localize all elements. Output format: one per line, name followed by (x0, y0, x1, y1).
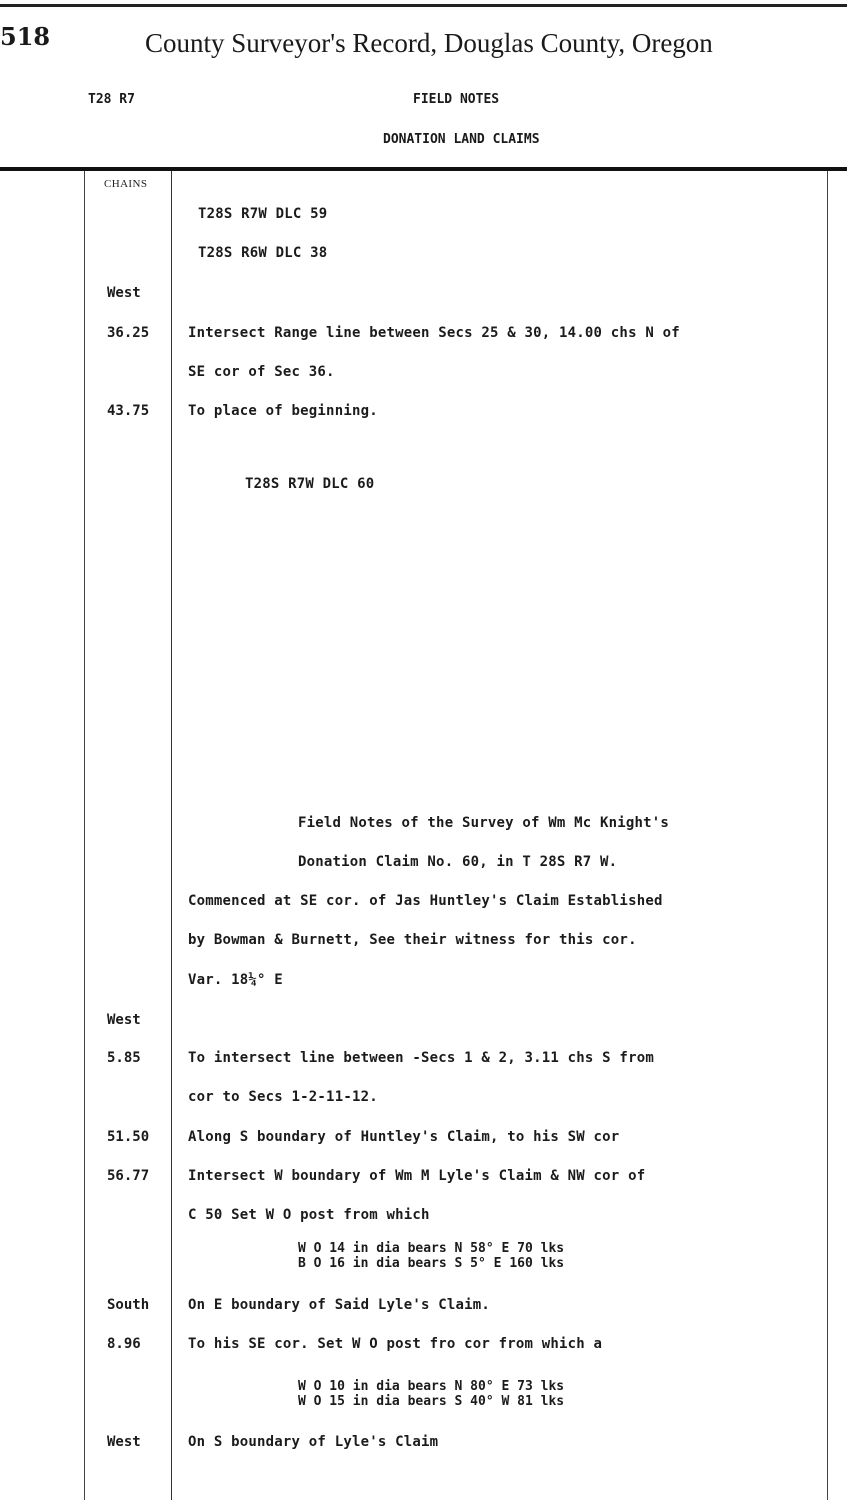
page-number: 518 (0, 22, 51, 51)
column-divider (171, 171, 172, 1500)
bearing-tree-list: W O 14 in dia bears N 58° E 70 lks B O 16 in dia bears S 5° E 160 lks (298, 1241, 565, 1271)
note-line: cor to Secs 1-2-11-12. (188, 1089, 378, 1105)
chains-column-header: CHAINS (104, 178, 148, 190)
note-line: On S boundary of Lyle's Claim (188, 1434, 439, 1450)
chain-direction: South (107, 1297, 150, 1313)
chain-value: 5.85 (107, 1050, 141, 1066)
chain-direction: West (107, 1012, 141, 1028)
note-line: Intersect W boundary of Wm M Lyle's Claim & NW cor of (188, 1168, 646, 1184)
section-heading: FIELD NOTES (413, 92, 500, 107)
note-line: Field Notes of the Survey of Wm Mc Knight's (298, 815, 670, 831)
chain-value: 43.75 (107, 403, 150, 419)
page-title: County Surveyor's Record, Douglas County, Oregon (145, 28, 713, 58)
top-rule (0, 4, 847, 7)
note-line: by Bowman & Burnett, See their witness for this cor. (188, 932, 637, 948)
dlc-heading: T28S R7W DLC 59 (198, 206, 328, 222)
table-left-border (84, 171, 85, 1500)
chain-value: 51.50 (107, 1129, 150, 1145)
chain-value: 8.96 (107, 1336, 141, 1352)
table-right-border (827, 171, 828, 1500)
note-line: Commenced at SE cor. of Jas Huntley's Claim Established (188, 893, 663, 909)
note-line: Var. 18¼° E (188, 972, 283, 988)
note-line: Intersect Range line between Secs 25 & 30, 14.00 chs N of (188, 325, 680, 341)
note-line: To his SE cor. Set W O post fro cor from which a (188, 1336, 603, 1352)
dlc-heading: T28S R7W DLC 60 (245, 476, 375, 492)
note-line: To place of beginning. (188, 403, 378, 419)
note-line: Donation Claim No. 60, in T 28S R7 W. (298, 854, 618, 870)
header-rule (0, 167, 847, 171)
note-line: C 50 Set W O post from which (188, 1207, 430, 1223)
township-range: T28 R7 (88, 92, 135, 107)
section-subheading: DONATION LAND CLAIMS (383, 132, 540, 147)
chain-value: 36.25 (107, 325, 150, 341)
note-line: To intersect line between -Secs 1 & 2, 3.11 chs S from (188, 1050, 654, 1066)
note-line: On E boundary of Said Lyle's Claim. (188, 1297, 491, 1313)
bearing-tree-list: W O 10 in dia bears N 80° E 73 lks W O 15 in dia bears S 40° W 81 lks (298, 1379, 565, 1409)
chain-value: 56.77 (107, 1168, 150, 1184)
chain-direction: West (107, 285, 141, 301)
dlc-heading: T28S R6W DLC 38 (198, 245, 328, 261)
note-line: SE cor of Sec 36. (188, 364, 335, 380)
chain-direction: West (107, 1434, 141, 1450)
note-line: Along S boundary of Huntley's Claim, to his SW cor (188, 1129, 620, 1145)
